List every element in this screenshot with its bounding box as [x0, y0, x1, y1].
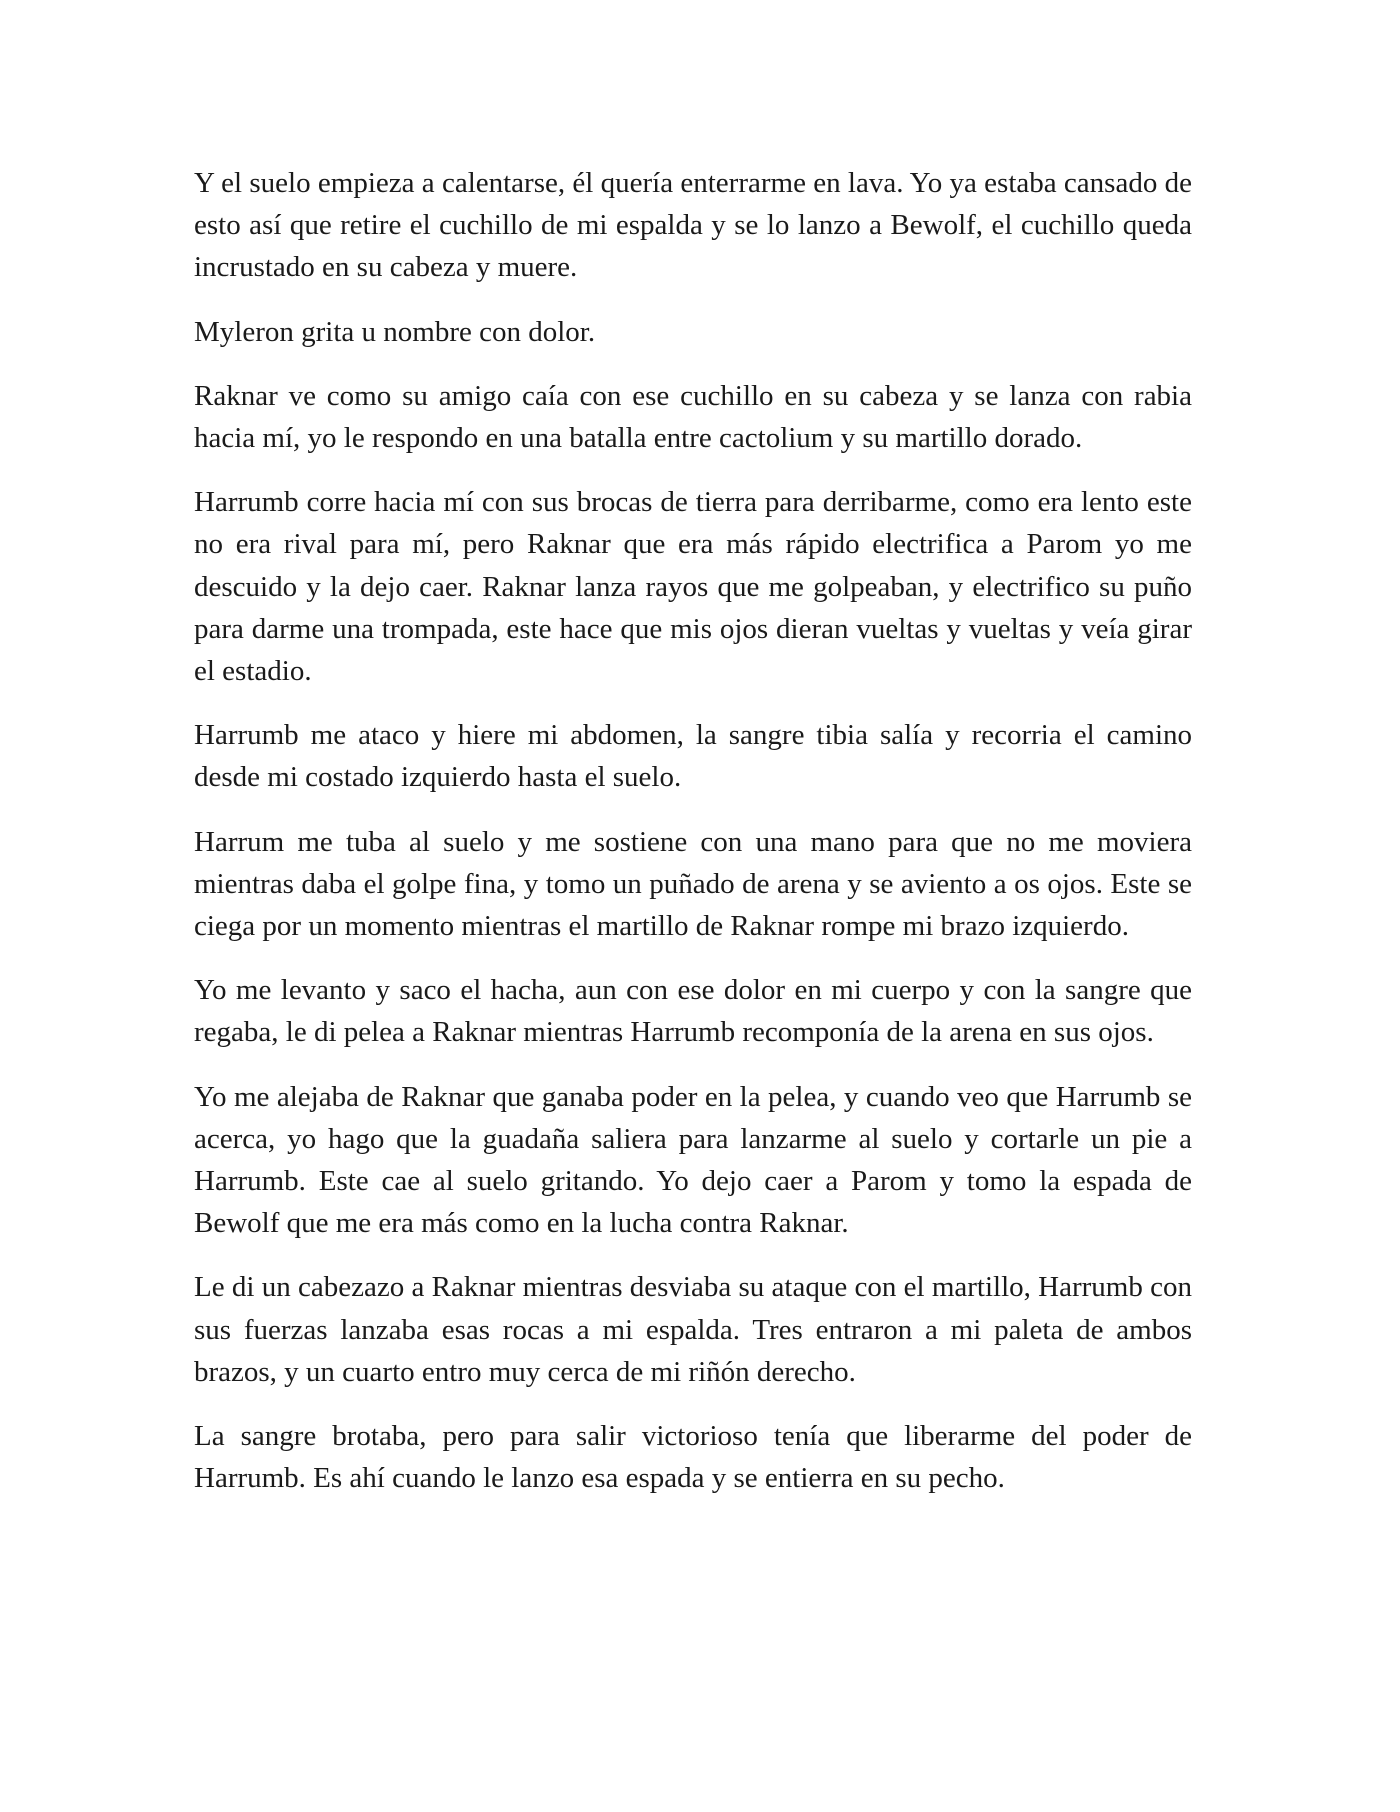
paragraph-1: Y el suelo empieza a calentarse, él quería enterrarme en lava. Yo ya estaba cansado de esto así que retire el cuchillo de mi espalda y se lo lanzo a Bewolf, el cuchillo queda incrustado en su cabeza y muere.	[194, 167, 1192, 284]
paragraph-6: Harrum me tuba al suelo y me sostiene con una mano para que no me moviera mientras daba el golpe fina, y tomo un puñado de arena y se aviento a os ojos. Este se ciega por un momento mientras el martillo de Raknar rompe mi brazo izquierdo.	[194, 825, 1192, 943]
paragraph-9: Le di un cabezazo a Raknar mientras desviaba su ataque con el martillo, Harrumb con sus fuerzas lanzaba esas rocas a mi espalda. Tres entraron a mi paleta de ambos brazos, y un cuarto entro muy cerca de mi riñón derecho.	[194, 1271, 1192, 1388]
document-body	[194, 162, 1192, 1499]
paragraph-2: Myleron grita u nombre con dolor.	[194, 315, 596, 348]
paragraph-4: Harrumb corre hacia mí con sus brocas de tierra para derribarme, como era lento este no era rival para mí, pero Raknar que era más rápido electrifica a Parom yo me descuido y la dejo caer. Raknar lanza rayos que me golpeaban, y electrifico su puño para darme una trompada, este hace que mis ojos dieran vueltas y vueltas y veía girar el estadio.	[194, 486, 1192, 688]
paragraph-3: Raknar ve como su amigo caía con ese cuchillo en su cabeza y se lanza con rabia hacia mí, yo le respondo en una batalla entre cactolium y su martillo dorado.	[194, 379, 1192, 455]
paragraph-10: La sangre brotaba, pero para salir victorioso tenía que liberarme del poder de Harrumb. Es ahí cuando le lanzo esa espada y se entierra en su pecho.	[194, 1420, 1192, 1495]
paragraph-5: Harrumb me ataco y hiere mi abdomen, la sangre tibia salía y recorria el camino desde mi costado izquierdo hasta el suelo.	[194, 719, 1192, 794]
paragraph-7: Yo me levanto y saco el hacha, aun con ese dolor en mi cuerpo y con la sangre que regaba, le di pelea a Raknar mientras Harrumb recomponía de la arena en sus ojos.	[194, 974, 1192, 1049]
paragraph-8: Yo me alejaba de Raknar que ganaba poder en la pelea, y cuando veo que Harrumb se acerca, yo hago que la guadaña saliera para lanzarme al suelo y cortarle un pie a Harrumb. Este cae al suelo gritando. Yo dejo caer a Parom y tomo la espada de Bewolf que me era más como en la lucha contra Raknar.	[194, 1080, 1192, 1240]
